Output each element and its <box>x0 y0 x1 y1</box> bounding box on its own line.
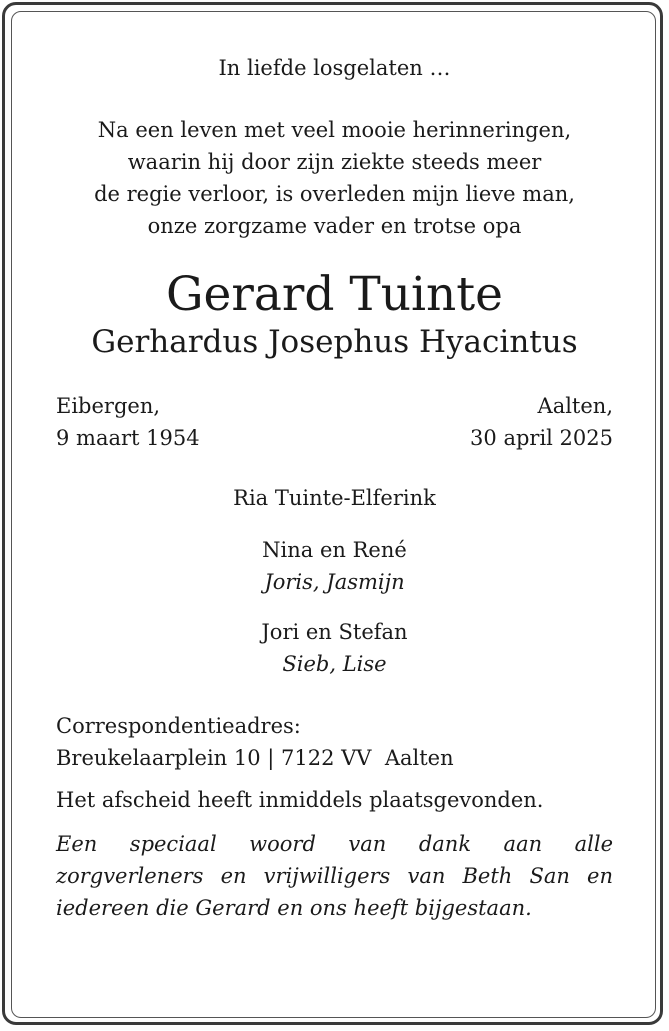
family-list <box>56 482 613 680</box>
deceased-full-name: Gerhardus Josephus Hyacintus <box>91 324 578 360</box>
death-date: 30 april 2025 <box>470 426 613 450</box>
thanks-line: Een speciaal woord van dank aan alle <box>56 832 613 856</box>
intro-line: In liefde losgelaten … <box>218 56 451 80</box>
thanks-message <box>56 828 613 924</box>
family-children: Sieb, Lise <box>282 652 387 676</box>
deceased-name: Gerard Tuinte <box>166 267 503 322</box>
death-place: Aalten, <box>537 394 613 418</box>
correspondence-address <box>56 710 613 774</box>
birth-info <box>56 390 200 454</box>
family-children: Joris, Jasmijn <box>264 570 405 594</box>
birth-place: Eibergen, <box>56 394 161 418</box>
poem-line: onze zorgzame vader en trotse opa <box>147 214 522 238</box>
poem <box>56 114 613 242</box>
correspondence-label: Correspondentieadres: <box>56 714 301 738</box>
family-group <box>56 616 613 680</box>
poem-line: de regie verloor, is overleden mijn lieve man, <box>94 182 575 206</box>
obituary-card <box>56 52 613 924</box>
poem-line: waarin hij door zijn ziekte steeds meer <box>127 150 542 174</box>
spouse: Ria Tuinte-Elferink <box>233 486 436 510</box>
family-parents: Jori en Stefan <box>261 620 408 644</box>
family-group <box>56 534 613 598</box>
farewell-notice: Het afscheid heeft inmiddels plaatsgevonden. <box>56 788 544 812</box>
death-info <box>470 390 613 454</box>
poem-line: Na een leven met veel mooie herinneringen, <box>97 118 572 142</box>
thanks-line: iedereen die Gerard en ons heeft bijgestaan. <box>56 896 532 920</box>
family-parents: Nina en René <box>262 538 407 562</box>
birth-death-info <box>56 390 613 454</box>
thanks-line: zorgverleners en vrijwilligers van Beth San en <box>56 864 613 888</box>
birth-date: 9 maart 1954 <box>56 426 200 450</box>
correspondence-address-line: Breukelaarplein 10 | 7122 VV Aalten <box>56 746 454 770</box>
